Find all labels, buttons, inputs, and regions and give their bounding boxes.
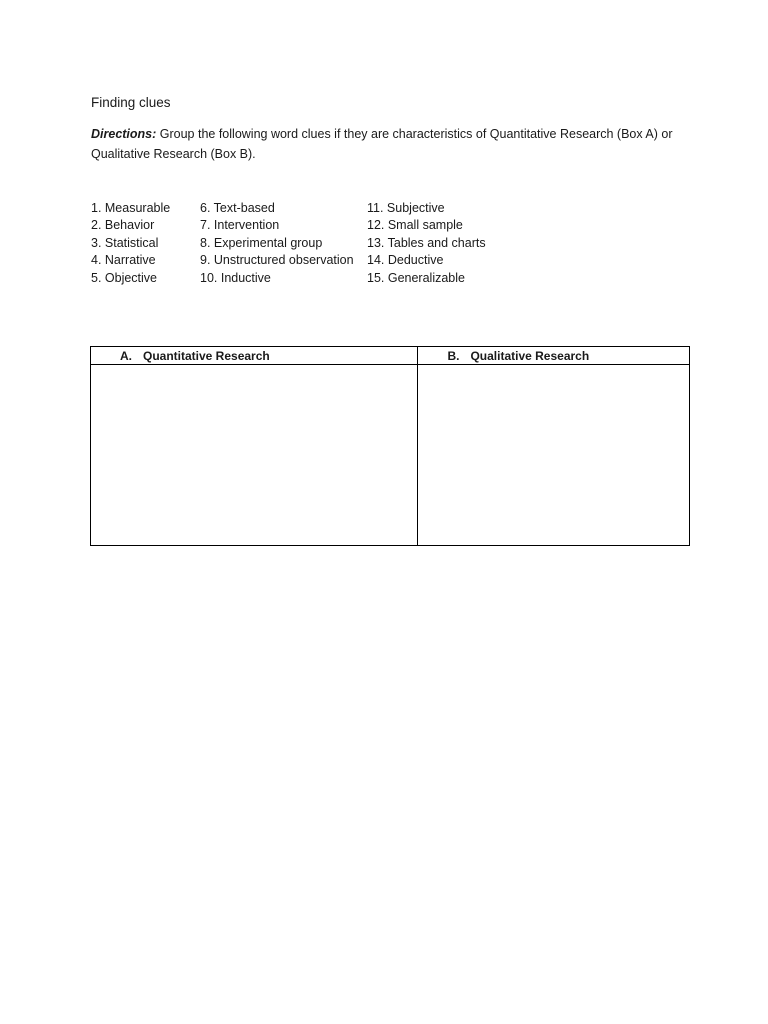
clue-item: 10. Inductive (200, 270, 271, 285)
clue-item: 12. Small sample (367, 218, 463, 233)
clue-item: 4. Narrative (91, 253, 156, 268)
worksheet-title: Finding clues (91, 95, 171, 110)
box-a-header (91, 347, 418, 365)
clue-item: 8. Experimental group (200, 235, 323, 250)
clue-item: 6. Text-based (200, 201, 275, 215)
box-a-title: Quantitative Research (143, 348, 270, 363)
table-header-row (91, 347, 690, 365)
clue-item: 3. Statistical (91, 235, 159, 250)
table-answer-row (91, 365, 690, 546)
directions-text: Group the following word clues if they are characteristics of Quantitative Research (Box A) or Qualitative Research (Box B). (91, 127, 673, 161)
clue-item: 1. Measurable (91, 201, 171, 215)
box-b-letter: B. (447, 348, 460, 363)
classification-table (90, 346, 690, 546)
clue-item: 5. Objective (91, 270, 158, 285)
clue-item: 13. Tables and charts (367, 235, 486, 250)
clue-item: 15. Generalizable (367, 270, 465, 285)
box-b-header (418, 347, 690, 365)
box-a-letter: A. (120, 348, 132, 363)
clue-item: 14. Deductive (367, 253, 444, 268)
clue-item: 11. Subjective (367, 201, 445, 215)
clue-column-1 (91, 200, 170, 287)
box-a-answer-cell[interactable] (91, 365, 418, 546)
directions-paragraph (91, 124, 691, 164)
clue-item: 9. Unstructured observation (200, 253, 354, 268)
clue-item: 7. Intervention (200, 218, 280, 233)
directions-label: Directions: (91, 127, 157, 141)
box-b-answer-cell[interactable] (418, 365, 690, 546)
box-b-title: Qualitative Research (470, 348, 590, 363)
clue-column-3 (367, 200, 486, 287)
clue-column-2 (200, 200, 354, 287)
clue-item: 2. Behavior (91, 218, 155, 233)
